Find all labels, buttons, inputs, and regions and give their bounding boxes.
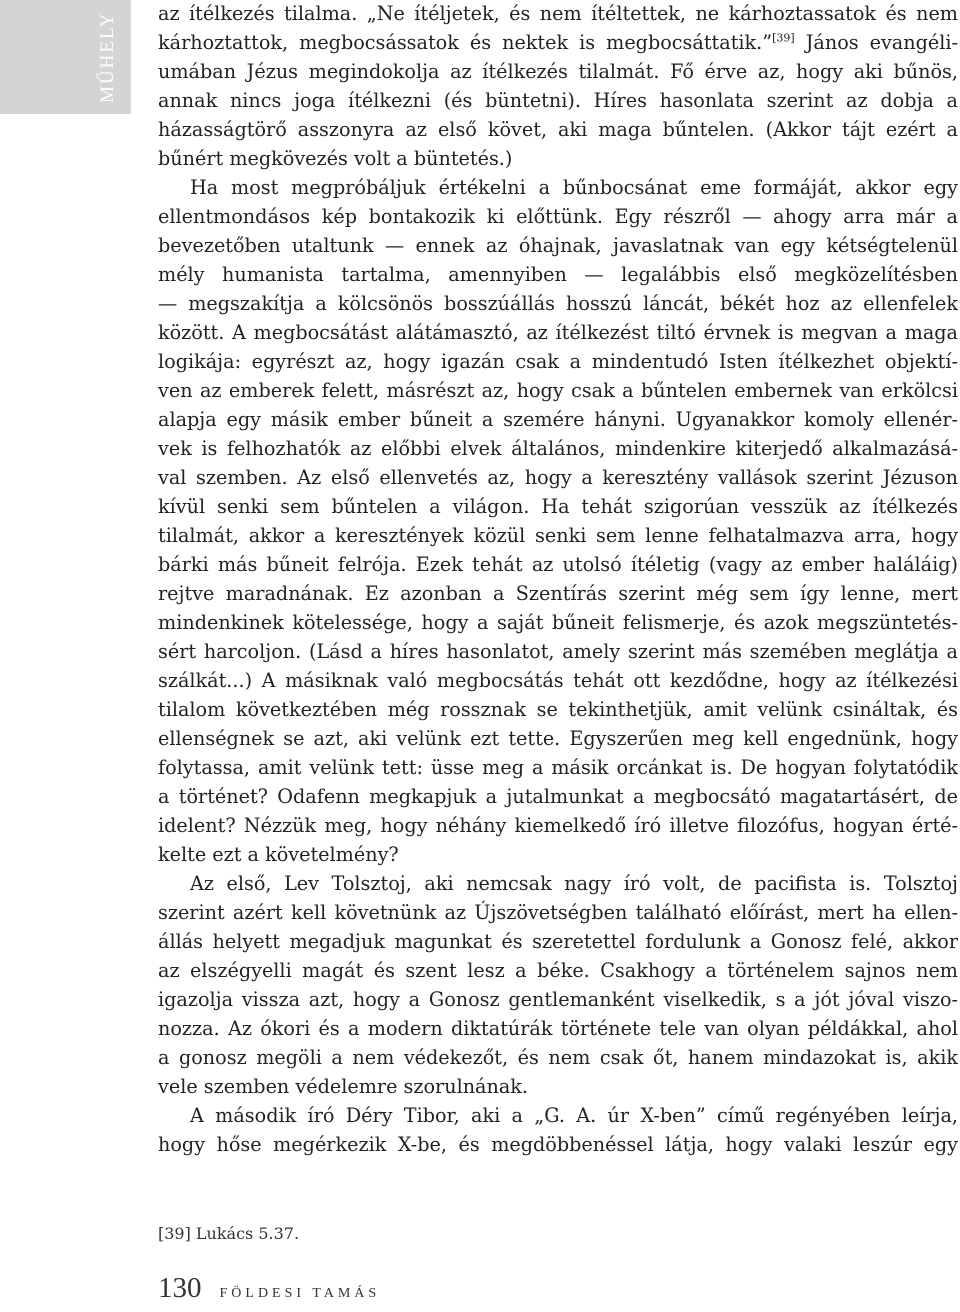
text-line: tilalom következtében még rossznak se tekinthetjük, amit velünk csináltak, és (158, 698, 958, 721)
text-line: szerint azért kell követnünk az Újszövetségben található előírást, mert ha ellen- (158, 901, 958, 924)
text-line: kívül senki sem bűntelen a világon. Ha tehát szigorúan vesszük az ítélkezés (158, 495, 958, 518)
text-line: rejtve maradnának. Ez azonban a Szentírás szerint még sem így lenne, mert (158, 582, 958, 605)
text-line: mindenkinek kötelessége, hogy a saját bűneit felismerje, és azok megszüntetés- (158, 611, 958, 634)
text-line: alapja egy másik ember bűneit a szemére hányni. Ugyanakkor komoly ellenér- (158, 408, 958, 431)
text-line: vek is felhozhatók az előbbi elvek általános, mindenkire kiterjedő alkalmazásá- (158, 437, 958, 460)
text-line: vele szemben védelemre szorulnának. (158, 1075, 529, 1098)
footnote: [39] Lukács 5.37. (158, 1224, 300, 1243)
section-tab (0, 0, 131, 114)
text-line: állás helyett megadjuk magunkat és szeretettel fordulunk a Gonosz felé, akkor (158, 930, 958, 953)
text-line: kárhoztattok, megbocsássatok és nektek is megbocsáttatik.”[39] János evangéli- (158, 31, 958, 54)
text-line: folytassa, amit velünk tett: üsse meg a másik orcánkat is. De hogyan folytatódik (158, 756, 958, 779)
body-text (158, 0, 958, 1159)
text-line: bevezetőben utaltunk — ennek az óhajnak, javaslatnak van egy kétségtelenül (158, 234, 958, 257)
text-line: igazolja vissza azt, hogy a Gonosz gentlemanként viselkedik, s a jót jóval viszo- (158, 988, 958, 1011)
text-line: val szemben. Az első ellenvetés az, hogy a keresztény vallások szerint Jézuson (158, 466, 958, 489)
page-number: 130 (158, 1272, 202, 1304)
footnote-reference[interactable]: [39] (772, 31, 795, 45)
text-line: tilalmát, akkor a keresztények közül senki sem lenne felhatalmazva arra, hogy (158, 524, 958, 547)
text-line: Ha most megpróbáljuk értékelni a bűnbocsánat eme formáját, akkor egy (190, 176, 958, 199)
text-line: között. A megbocsátást alátámasztó, az ítélkezést tiltó érvnek is megvan a maga (158, 321, 958, 344)
text-line: idelent? Nézzük meg, hogy néhány kiemelkedő író illetve filozófus, hogyan érté- (158, 814, 958, 837)
text-line: nozza. Az ókori és a modern diktatúrák története tele van olyan példákkal, ahol (158, 1017, 958, 1040)
text-line: A második író Déry Tibor, aki a „G. A. úr X-ben” című regényében leírja, (190, 1104, 958, 1127)
text-line: mély humanista tartalma, amennyiben — legalábbis első megközelítésben (158, 263, 958, 286)
text-line: annak nincs joga ítélkezni (és büntetni). Híres hasonlata szerint az dobja a (158, 89, 958, 112)
text-line: kelte ezt a követelmény? (158, 843, 399, 866)
text-line: házasságtörő asszonyra az első követ, aki maga bűntelen. (Akkor tájt ezért a (158, 118, 958, 141)
text-line: szálkát...) A másiknak való megbocsátás tehát ott kezdődne, hogy az ítélkezési (158, 669, 958, 692)
text-line: ellentmondásos kép bontakozik ki előttünk. Egy részről — ahogy arra már a (158, 205, 958, 228)
text-line: az elszégyelli magát és szent lesz a béke. Csakhogy a történelem sajnos nem (158, 959, 958, 982)
text-line: — megszakítja a kölcsönös bosszúállás hosszú láncát, békét hoz az ellenfelek (158, 292, 958, 315)
text-line: sért harcoljon. (Lásd a híres hasonlatot, amely szerint más szemében meglátja a (158, 640, 958, 663)
text-line: ven az emberek felett, másrészt az, hogy csak a bűntelen embernek van erkölcsi (158, 379, 958, 402)
text-line: hogy hőse megérkezik X-be, és megdöbbenéssel látja, hogy valaki leszúr egy (158, 1133, 958, 1156)
text-line: a történet? Odafenn megkapjuk a jutalmunkat a megbocsátó magatartásért, de (158, 785, 958, 808)
author-name: FÖLDESI TAMÁS (219, 1286, 381, 1301)
text-line: a gonosz megöli a nem védekezőt, és nem csak őt, hanem mindazokat is, akik (158, 1046, 958, 1069)
text-line: ellenségnek se azt, aki velünk ezt tette. Egyszerűen meg kell engednünk, hogy (158, 727, 958, 750)
text-line: az ítélkezés tilalma. „Ne ítéljetek, és nem ítéltettek, ne kárhoztassatok és nem (158, 2, 958, 25)
text-line: logikája: egyrészt az, hogy igazán csak a mindentudó Isten ítélkezhet objektí- (158, 350, 958, 373)
page-footer (158, 1272, 380, 1312)
section-label: MŰHELY (97, 11, 118, 103)
text-line: bárki más bűneit felrója. Ezek tehát az utolsó ítéletig (vagy az ember haláláig) (158, 553, 958, 576)
text-line: bűnért megkövezés volt a büntetés.) (158, 147, 513, 170)
text-line: umában Jézus megindokolja az ítélkezés tilalmát. Fő érve az, hogy aki bűnös, (158, 60, 958, 83)
text-line: Az első, Lev Tolsztoj, aki nemcsak nagy író volt, de pacifista is. Tolsztoj (190, 872, 958, 895)
